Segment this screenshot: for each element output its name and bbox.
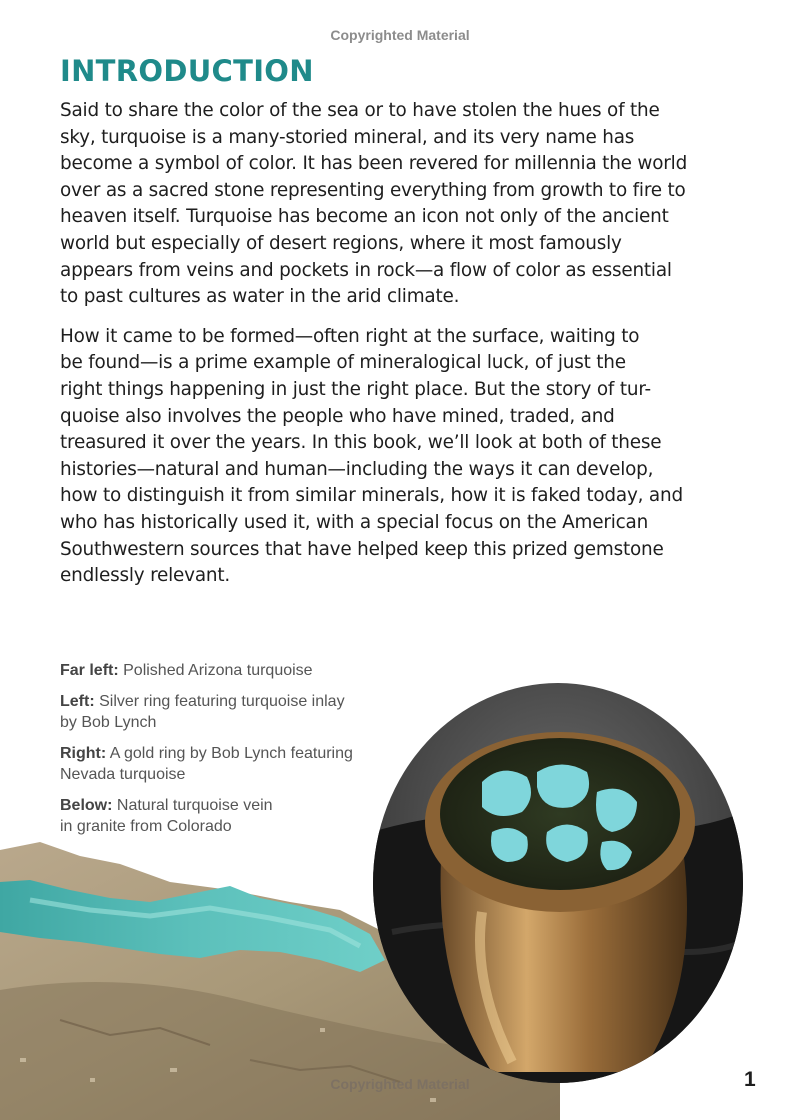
caption-label: Far left:: [60, 662, 119, 679]
copyright-watermark-top: Copyrighted Material: [330, 27, 470, 43]
page-number: 1: [744, 1068, 756, 1091]
intro-paragraph-1: Said to share the color of the sea or to have stolen the hues of the sky, turquoise is a many-storied mineral, and its very name has become a symbol of color. It has been revered for millennia the world over as a sacred stone representing everything from growth to fire to heaven itself. Turquoise has become an icon not only of the ancient world but especially of desert regions, where it most famously appears from veins and pockets in rock—a flow of color as essential to past cultures as water in the arid climate.: [60, 100, 688, 308]
caption-left: [60, 691, 390, 733]
intro-paragraph-2: How it came to be formed—often right at the surface, waiting to be found—is a prime example of mineralogical luck, of just the right things happening in just the right place. But the story of tur- quoise also involves the people who have mined, traded, and treasured it over the years. In this book, we’ll look at both of these histories—natural and human—including the ways it can develop, how to distinguish it from similar minerals, how it is faked today, and who has historically used it, with a special focus on the American Southwestern sources that have helped keep this prized gemstone endlessly relevant.: [60, 325, 683, 587]
caption-label: Left:: [60, 693, 95, 710]
body-text: [60, 98, 750, 603]
caption-text: Silver ring featuring turquoise inlay by Bob Lynch: [60, 693, 345, 731]
copyright-watermark-bottom: Copyrighted Material: [330, 1076, 470, 1092]
gold-ring-photo: [372, 682, 744, 1084]
caption-text: Natural turquoise vein in granite from Colorado: [60, 797, 273, 835]
caption-label: Right:: [60, 745, 107, 762]
caption-label: Below:: [60, 797, 113, 814]
caption-text: Polished Arizona turquoise: [118, 662, 313, 679]
caption-right: [60, 743, 390, 785]
page-title: INTRODUCTION: [60, 54, 314, 88]
caption-far-left: [60, 660, 390, 681]
caption-text: A gold ring by Bob Lynch featuring Nevada turquoise: [60, 745, 353, 783]
photo-captions: [60, 660, 390, 847]
turquoise-cabochon: [440, 738, 680, 890]
